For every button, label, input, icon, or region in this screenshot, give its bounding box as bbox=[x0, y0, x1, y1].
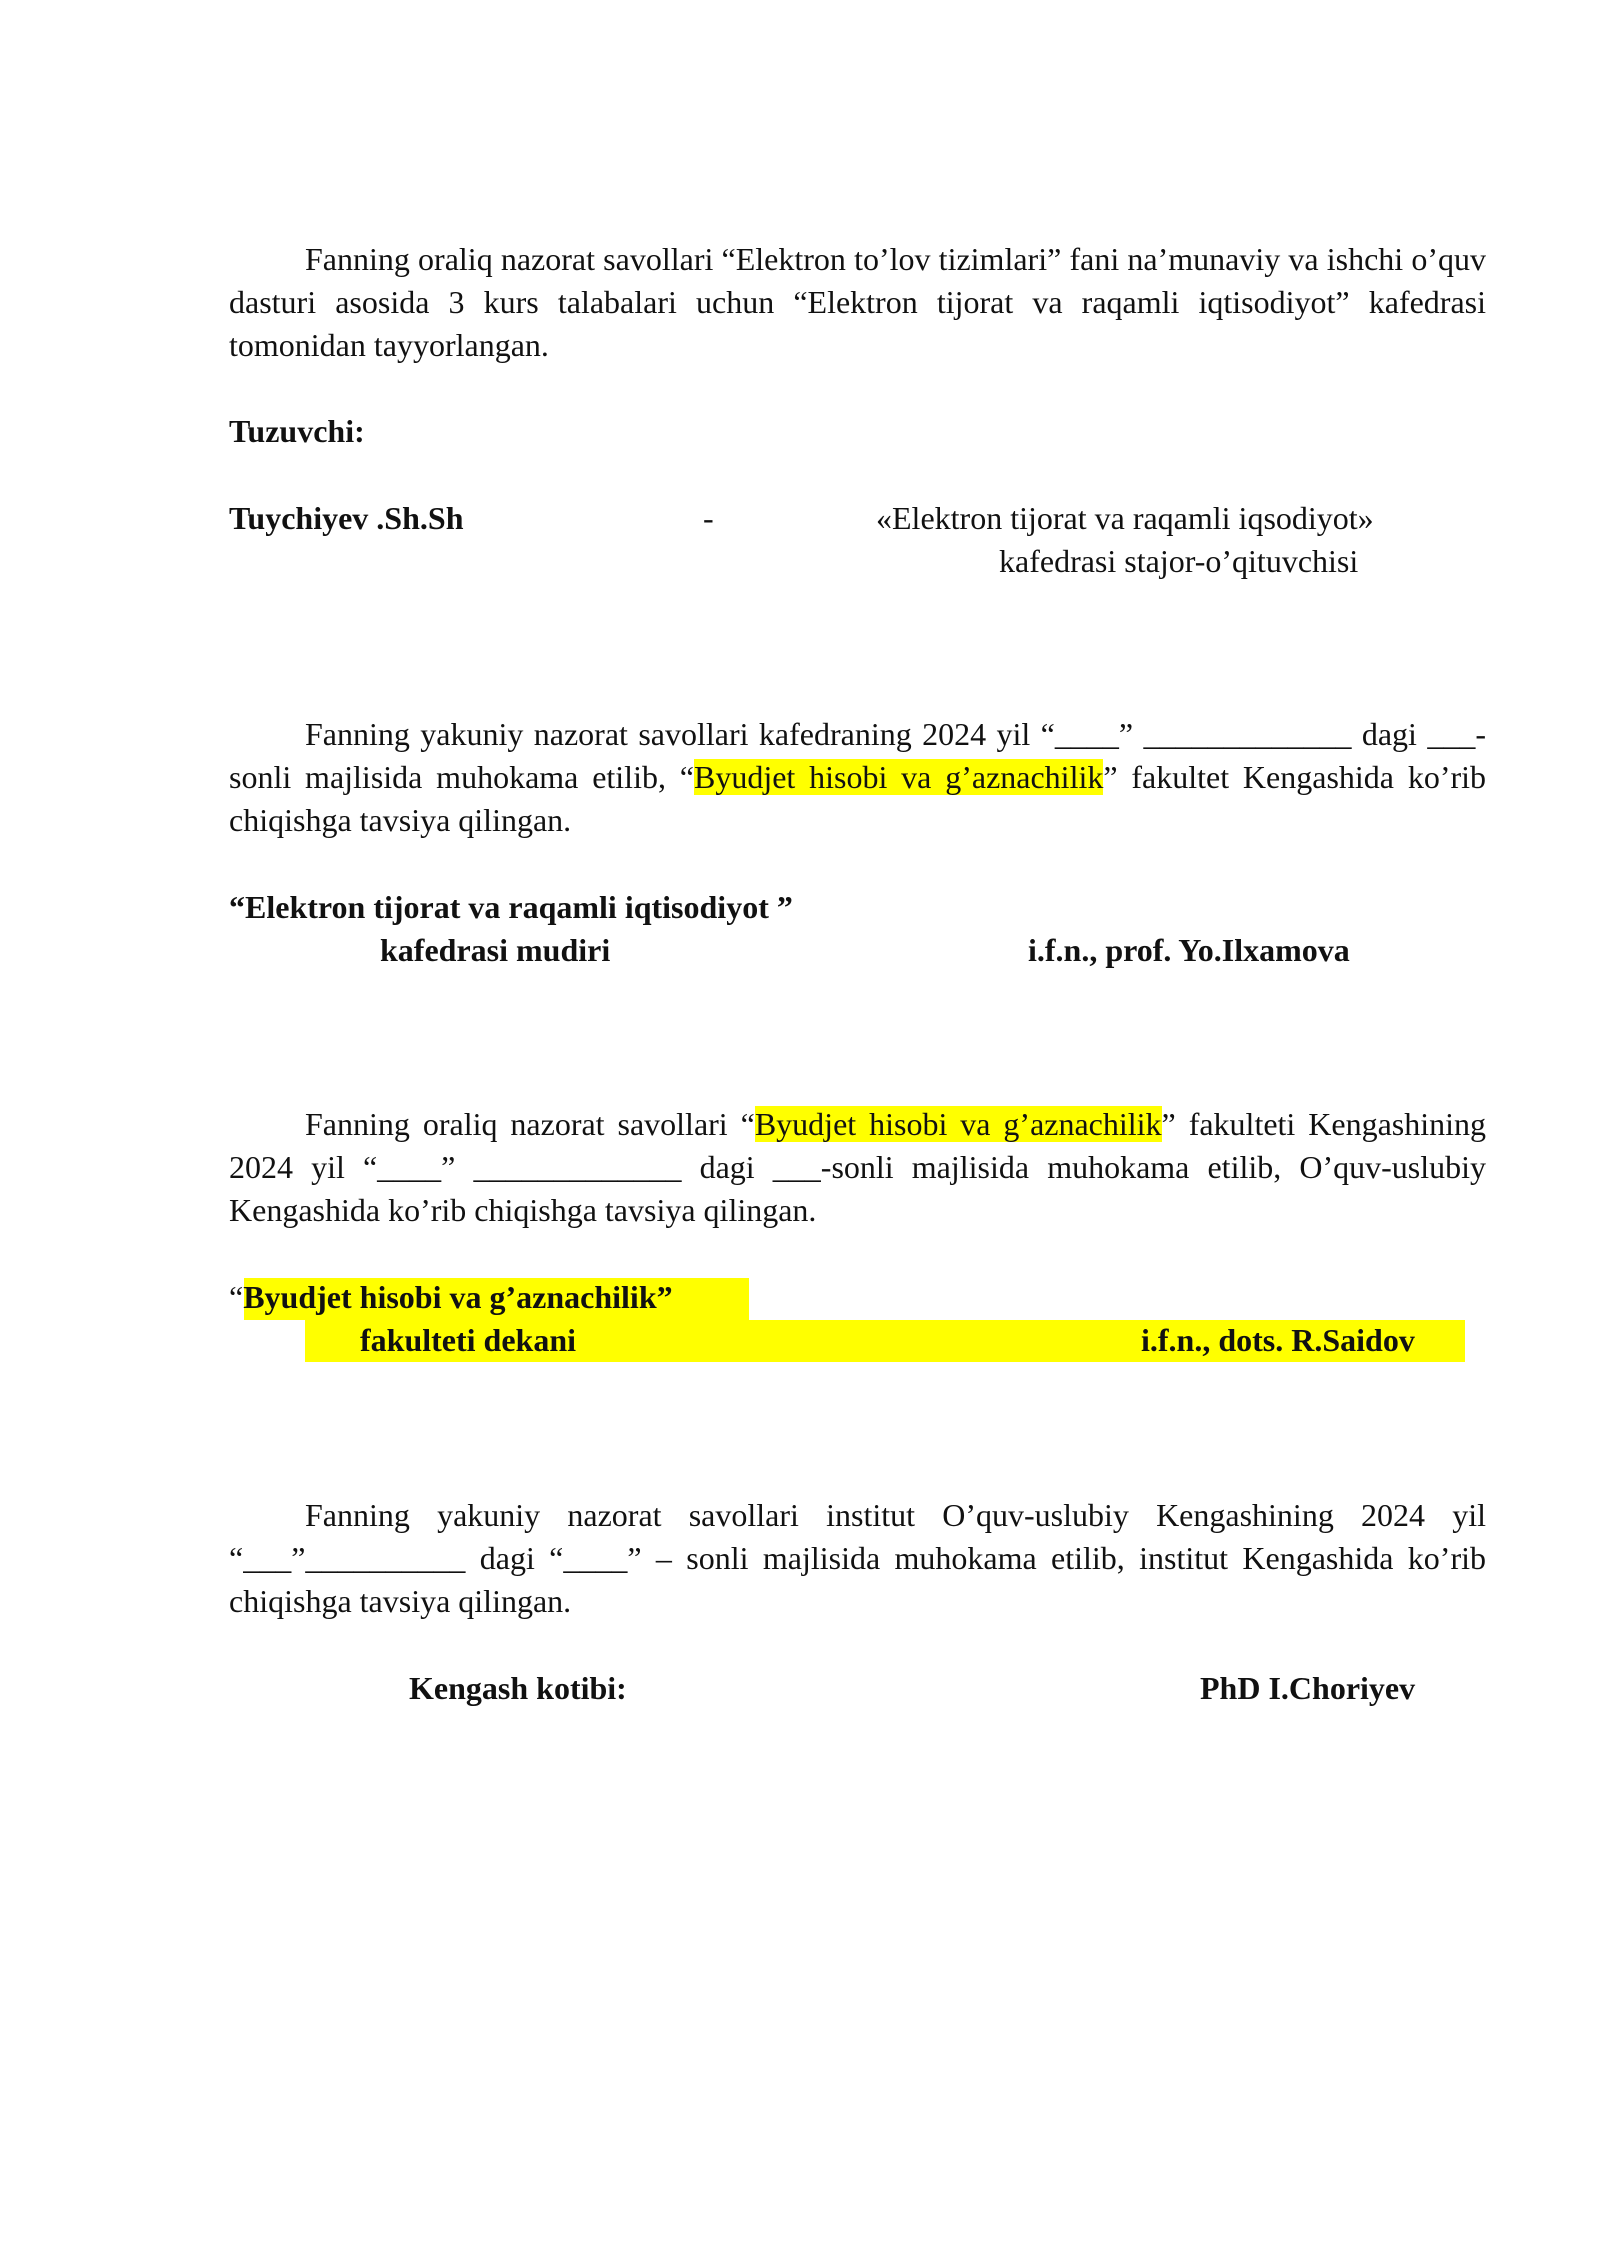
secretary-title: Kengash kotibi: bbox=[409, 1670, 627, 1706]
department-approval-text-2: ” fakultet Kengashida ko’rib chiqishga tavsiya qilingan. bbox=[229, 759, 1487, 838]
department-head-name: i.f.n., prof. Yo.Ilxamova bbox=[1028, 932, 1350, 968]
department-head-title: kafedrasi mudiri bbox=[380, 932, 611, 968]
institute-approval-paragraph: Fanning yakuniy nazorat savollari institut O’quv-uslubiy Kengashining 2024 yil “___”__________ dagi “____” – sonli majlisida muhokama etilib, institut Kengashida ko’rib chiqishga tavsiya qilingan. bbox=[229, 1497, 1486, 1619]
faculty-approval-text-2: ” fakulteti Kengashining 2024 yil “____” _____________ dagi ___-sonli majlisida muhokama etilib, O’quv-uslubiy Kengashida ko’rib chiqishga tavsiya qilingan. bbox=[229, 1106, 1486, 1228]
faculty-name bbox=[229, 1276, 673, 1319]
dean-title: fakulteti dekani bbox=[360, 1322, 577, 1358]
faculty-approval-paragraph bbox=[229, 1103, 1486, 1232]
department-approval-paragraph bbox=[229, 713, 1486, 842]
dean-name: i.f.n., dots. R.Saidov bbox=[1141, 1322, 1415, 1358]
faculty-approval-text-1: Fanning oraliq nazorat savollari “ bbox=[305, 1106, 755, 1142]
intro-paragraph: Fanning oraliq nazorat savollari “Elektron to’lov tizimlari” fani na’munaviy va ishchi o’quv dasturi asosida 3 kurs talabalari uchun “Elektron tijorat va raqamli iqtisodiyot” kafedrasi tomonidan tayyorlangan. bbox=[229, 241, 1486, 363]
department-name: “Elektron tijorat va raqamli iqtisodiyot ” bbox=[229, 889, 793, 925]
secretary-name: PhD I.Choriyev bbox=[1200, 1670, 1416, 1706]
author-dash: - bbox=[703, 500, 714, 536]
author-name: Tuychiyev .Sh.Sh bbox=[229, 500, 464, 536]
author-heading: Tuzuvchi: bbox=[229, 413, 365, 449]
faculty-name-highlight-2: Byudjet hisobi va g’aznachilik bbox=[754, 1106, 1162, 1142]
faculty-name-highlight: Byudjet hisobi va g’aznachilik bbox=[693, 759, 1104, 795]
author-department: «Elektron tijorat va raqamli iqsodiyot» bbox=[876, 500, 1374, 536]
author-role: kafedrasi stajor-o’qituvchisi bbox=[999, 543, 1359, 579]
department-approval-text-1: Fanning yakuniy nazorat savollari kafedraning 2024 yil “____” _____________ dagi ___-sonli majlisida muhokama etilib, “ bbox=[229, 716, 1486, 795]
faculty-quote-open: “ bbox=[229, 1279, 244, 1315]
faculty-name-text: Byudjet hisobi va g’aznachilik” bbox=[243, 1279, 673, 1315]
